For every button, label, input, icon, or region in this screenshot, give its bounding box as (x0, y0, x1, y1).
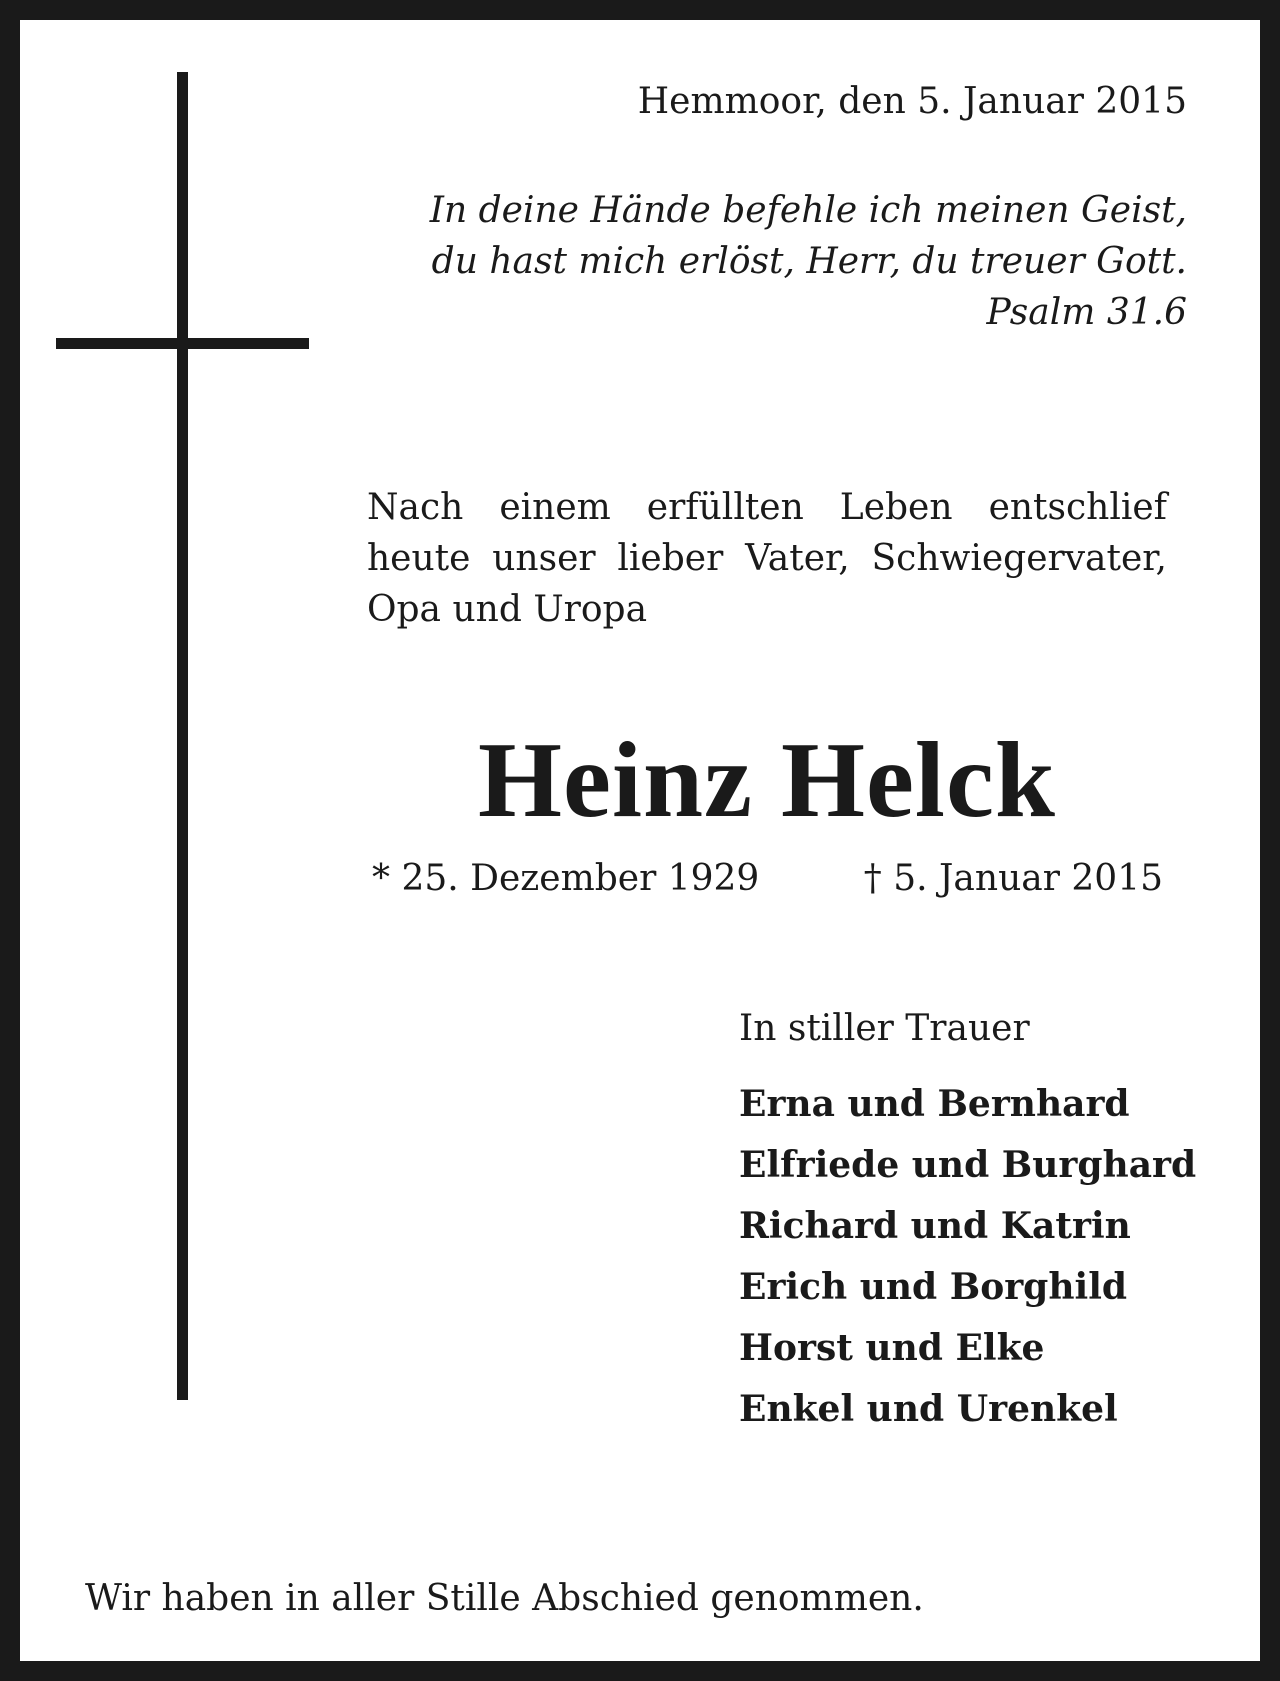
intro-text (367, 482, 1167, 635)
bible-verse (430, 185, 1187, 338)
mourner-name: Erna und Bernhard (739, 1083, 1130, 1125)
mourner-name: Horst und Elke (739, 1327, 1045, 1369)
closing-note: Wir haben in aller Stille Abschied genommen. (85, 1578, 924, 1619)
intro-line: heute unser lieber Vater, Schwiegervater, (367, 538, 1167, 579)
verse-reference: Psalm 31.6 (986, 292, 1187, 333)
mourner-name: Richard und Katrin (739, 1205, 1131, 1247)
mourning-label: In stiller Trauer (739, 1008, 1030, 1049)
birth-date: * 25. Dezember 1929 (372, 858, 760, 899)
death-date: † 5. Januar 2015 (863, 858, 1163, 899)
cross-vertical-bar (177, 72, 188, 1400)
mourner-name: Erich und Borghild (739, 1266, 1128, 1308)
mourner-name: Enkel und Urenkel (739, 1388, 1118, 1430)
verse-line: du hast mich erlöst, Herr, du treuer Gott. (431, 241, 1187, 282)
deceased-name: Heinz Helck (478, 721, 1056, 840)
cross-horizontal-bar (56, 338, 309, 349)
intro-line: Opa und Uropa (367, 589, 648, 630)
intro-line: Nach einem erfüllten Leben entschlief (367, 487, 1167, 528)
mourners-list (739, 1074, 1196, 1440)
mourner-name: Elfriede und Burghard (739, 1144, 1197, 1186)
verse-line: In deine Hände befehle ich meinen Geist, (429, 190, 1187, 231)
place-date: Hemmoor, den 5. Januar 2015 (637, 81, 1187, 122)
